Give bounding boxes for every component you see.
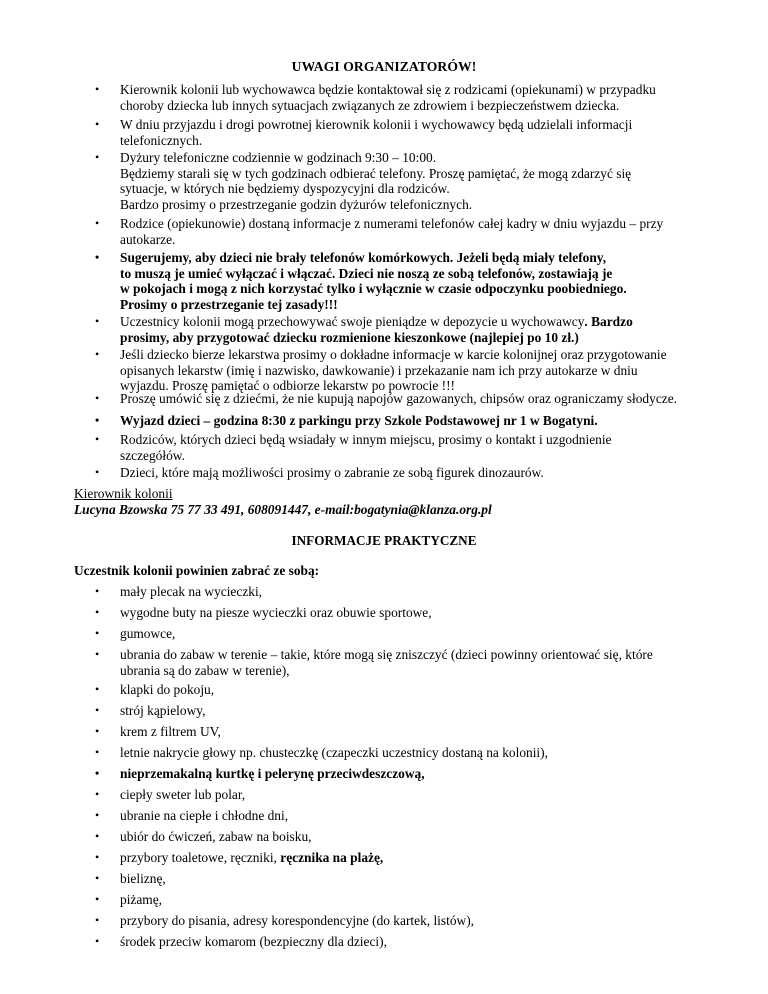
bullet-icon: • — [95, 913, 100, 927]
note-line: Prosimy o przestrzeganie tej zasady!!! — [120, 296, 338, 312]
packing-line: przybory do pisania, adresy korespondencyjne (do kartek, listów), — [120, 913, 475, 928]
bullet-icon: • — [95, 808, 100, 822]
packing-line: wygodne buty na piesze wycieczki oraz obuwie sportowe, — [120, 605, 432, 620]
bullet-icon: • — [95, 314, 100, 328]
signature-contact: Lucyna Bzowska 75 77 33 491, 608091447, e-mail:bogatynia@klanza.org.pl — [74, 502, 492, 517]
note-line: telefonicznych. — [120, 132, 203, 148]
note-line: szczegółów. — [120, 447, 185, 463]
packing-line: mały plecak na wycieczki, — [120, 584, 263, 599]
note-line: Rodziców, których dzieci będą wsiadały w innym miejscu, prosimy o kontakt i uzgodnienie — [120, 432, 612, 447]
packing-line: letnie nakrycie głowy np. chusteczkę (czapeczki uczestnicy dostaną na kolonii), — [120, 745, 548, 760]
bullet-icon: • — [95, 766, 100, 780]
packing-line: środek przeciw komarom (bezpieczny dla dzieci), — [120, 934, 387, 949]
note-line: prosimy, aby przygotować dziecku rozmienione kieszonkowe (najlepiej po 10 zł.) — [120, 329, 579, 345]
note-line: Bardzo prosimy o przestrzeganie godzin dyżurów telefonicznych. — [120, 196, 473, 212]
packing-line: bieliznę, — [120, 871, 166, 886]
note-line: Dzieci, które mają możliwości prosimy o zabranie ze sobą figurek dinozaurów. — [120, 465, 544, 480]
bullet-icon: • — [95, 682, 100, 696]
practical-heading: INFORMACJE PRAKTYCZNE — [291, 533, 477, 548]
bullet-icon: • — [95, 391, 100, 405]
note-line: Będziemy starali się w tych godzinach odbierać telefony. Proszę pamiętać, że mogą zdarzyć się — [120, 165, 632, 181]
note-line: autokarze. — [120, 231, 176, 247]
bullet-icon: • — [95, 892, 100, 906]
note-line: Proszę umówić się z dziećmi, że nie kupują napojów gazowanych, chipsów oraz ograniczamy słodycze. — [120, 391, 677, 406]
note-line: Sugerujemy, aby dzieci nie brały telefonów komórkowych. Jeżeli będą miały telefony, — [120, 250, 607, 265]
bullet-icon: • — [95, 150, 100, 164]
note-line: wyjazdu. Proszę pamiętać o odbiorze lekarstw po powrocie !!! — [120, 378, 456, 394]
packing-line: gumowce, — [120, 626, 176, 641]
bullet-icon: • — [95, 934, 100, 948]
packing-line: nieprzemakalną kurtkę i pelerynę przeciwdeszczową, — [120, 766, 425, 781]
packing-line: klapki do pokoju, — [120, 682, 215, 697]
page-title: UWAGI ORGANIZATORÓW! — [291, 59, 477, 74]
note-line: Jeśli dziecko bierze lekarstwa prosimy o dokładne informacje w karcie kolonijnej oraz przygotowanie — [120, 347, 667, 362]
bullet-icon: • — [95, 724, 100, 738]
bullet-icon: • — [95, 626, 100, 640]
note-line — [120, 314, 720, 330]
packing-line — [120, 850, 720, 866]
packing-text-bold: ręcznika na plażę, — [280, 850, 384, 865]
packing-line: krem z filtrem UV, — [120, 724, 221, 739]
packing-line: ubiór do ćwiczeń, zabaw na boisku, — [120, 829, 312, 844]
bullet-icon: • — [95, 216, 100, 230]
note-line: Wyjazd dzieci – godzina 8:30 z parkingu przy Szkole Podstawowej nr 1 w Bogatyni. — [120, 413, 598, 428]
note-text: Uczestnicy kolonii mogą przechowywać swoje pieniądze w depozycie u wychowawcy — [120, 314, 585, 329]
note-line: Dyżury telefoniczne codziennie w godzinach 9:30 – 10:00. — [120, 150, 437, 165]
note-text-bold: . Bardzo — [584, 314, 633, 329]
note-line: Rodzice (opiekunowie) dostaną informacje z numerami telefonów całej kadry w dniu wyjazdu – przy — [120, 216, 664, 231]
note-line: to muszą je umieć wyłączać i włączać. Dzieci nie noszą ze sobą telefonów, zostawiają je — [120, 265, 613, 281]
bullet-icon: • — [95, 745, 100, 759]
packing-line: ciepły sweter lub polar, — [120, 787, 246, 802]
note-line: W dniu przyjazdu i drogi powrotnej kierownik kolonii i wychowawcy będą udzielali informacji — [120, 117, 633, 132]
bullet-icon: • — [95, 871, 100, 885]
bullet-icon: • — [95, 413, 100, 427]
packing-line: ubrania do zabaw w terenie – takie, które mogą się zniszczyć (dzieci powinny orientować się, które — [120, 647, 653, 662]
note-line: w pokojach i mogą z nich korzystać tylko i wyłącznie w czasie odpoczynku poobiedniego. — [120, 281, 627, 297]
bullet-icon: • — [95, 850, 100, 864]
packing-line: piżamę, — [120, 892, 163, 907]
note-line: sytuacje, w których nie będziemy dyspozycyjni dla rodziców. — [120, 181, 450, 197]
bullet-icon: • — [95, 703, 100, 717]
bullet-icon: • — [95, 465, 100, 479]
bullet-icon: • — [95, 250, 100, 264]
packing-subheading: Uczestnik kolonii powinien zabrać ze sobą: — [74, 563, 320, 578]
note-line: Kierownik kolonii lub wychowawca będzie kontaktował się z rodzicami (opiekunami) w przypadku — [120, 82, 656, 97]
packing-text: przybory toaletowe, ręczniki, — [120, 850, 281, 865]
bullet-icon: • — [95, 584, 100, 598]
bullet-icon: • — [95, 787, 100, 801]
bullet-icon: • — [95, 647, 100, 661]
note-line: opisanych lekarstw (imię i nazwisko, dawkowanie) i przekazanie nam ich przy autokarze w dniu — [120, 362, 638, 378]
packing-line: ubrania są do zabaw w terenie), — [120, 662, 290, 678]
packing-line: ubranie na ciepłe i chłodne dni, — [120, 808, 289, 823]
bullet-icon: • — [95, 432, 100, 446]
signature-role: Kierownik kolonii — [74, 486, 173, 501]
bullet-icon: • — [95, 82, 100, 96]
bullet-icon: • — [95, 829, 100, 843]
note-line: choroby dziecka lub innych sytuacjach związanych ze zdrowiem i bezpieczeństwem dziecka. — [120, 97, 620, 113]
packing-line: strój kąpielowy, — [120, 703, 206, 718]
bullet-icon: • — [95, 117, 100, 131]
bullet-icon: • — [95, 605, 100, 619]
bullet-icon: • — [95, 347, 100, 361]
